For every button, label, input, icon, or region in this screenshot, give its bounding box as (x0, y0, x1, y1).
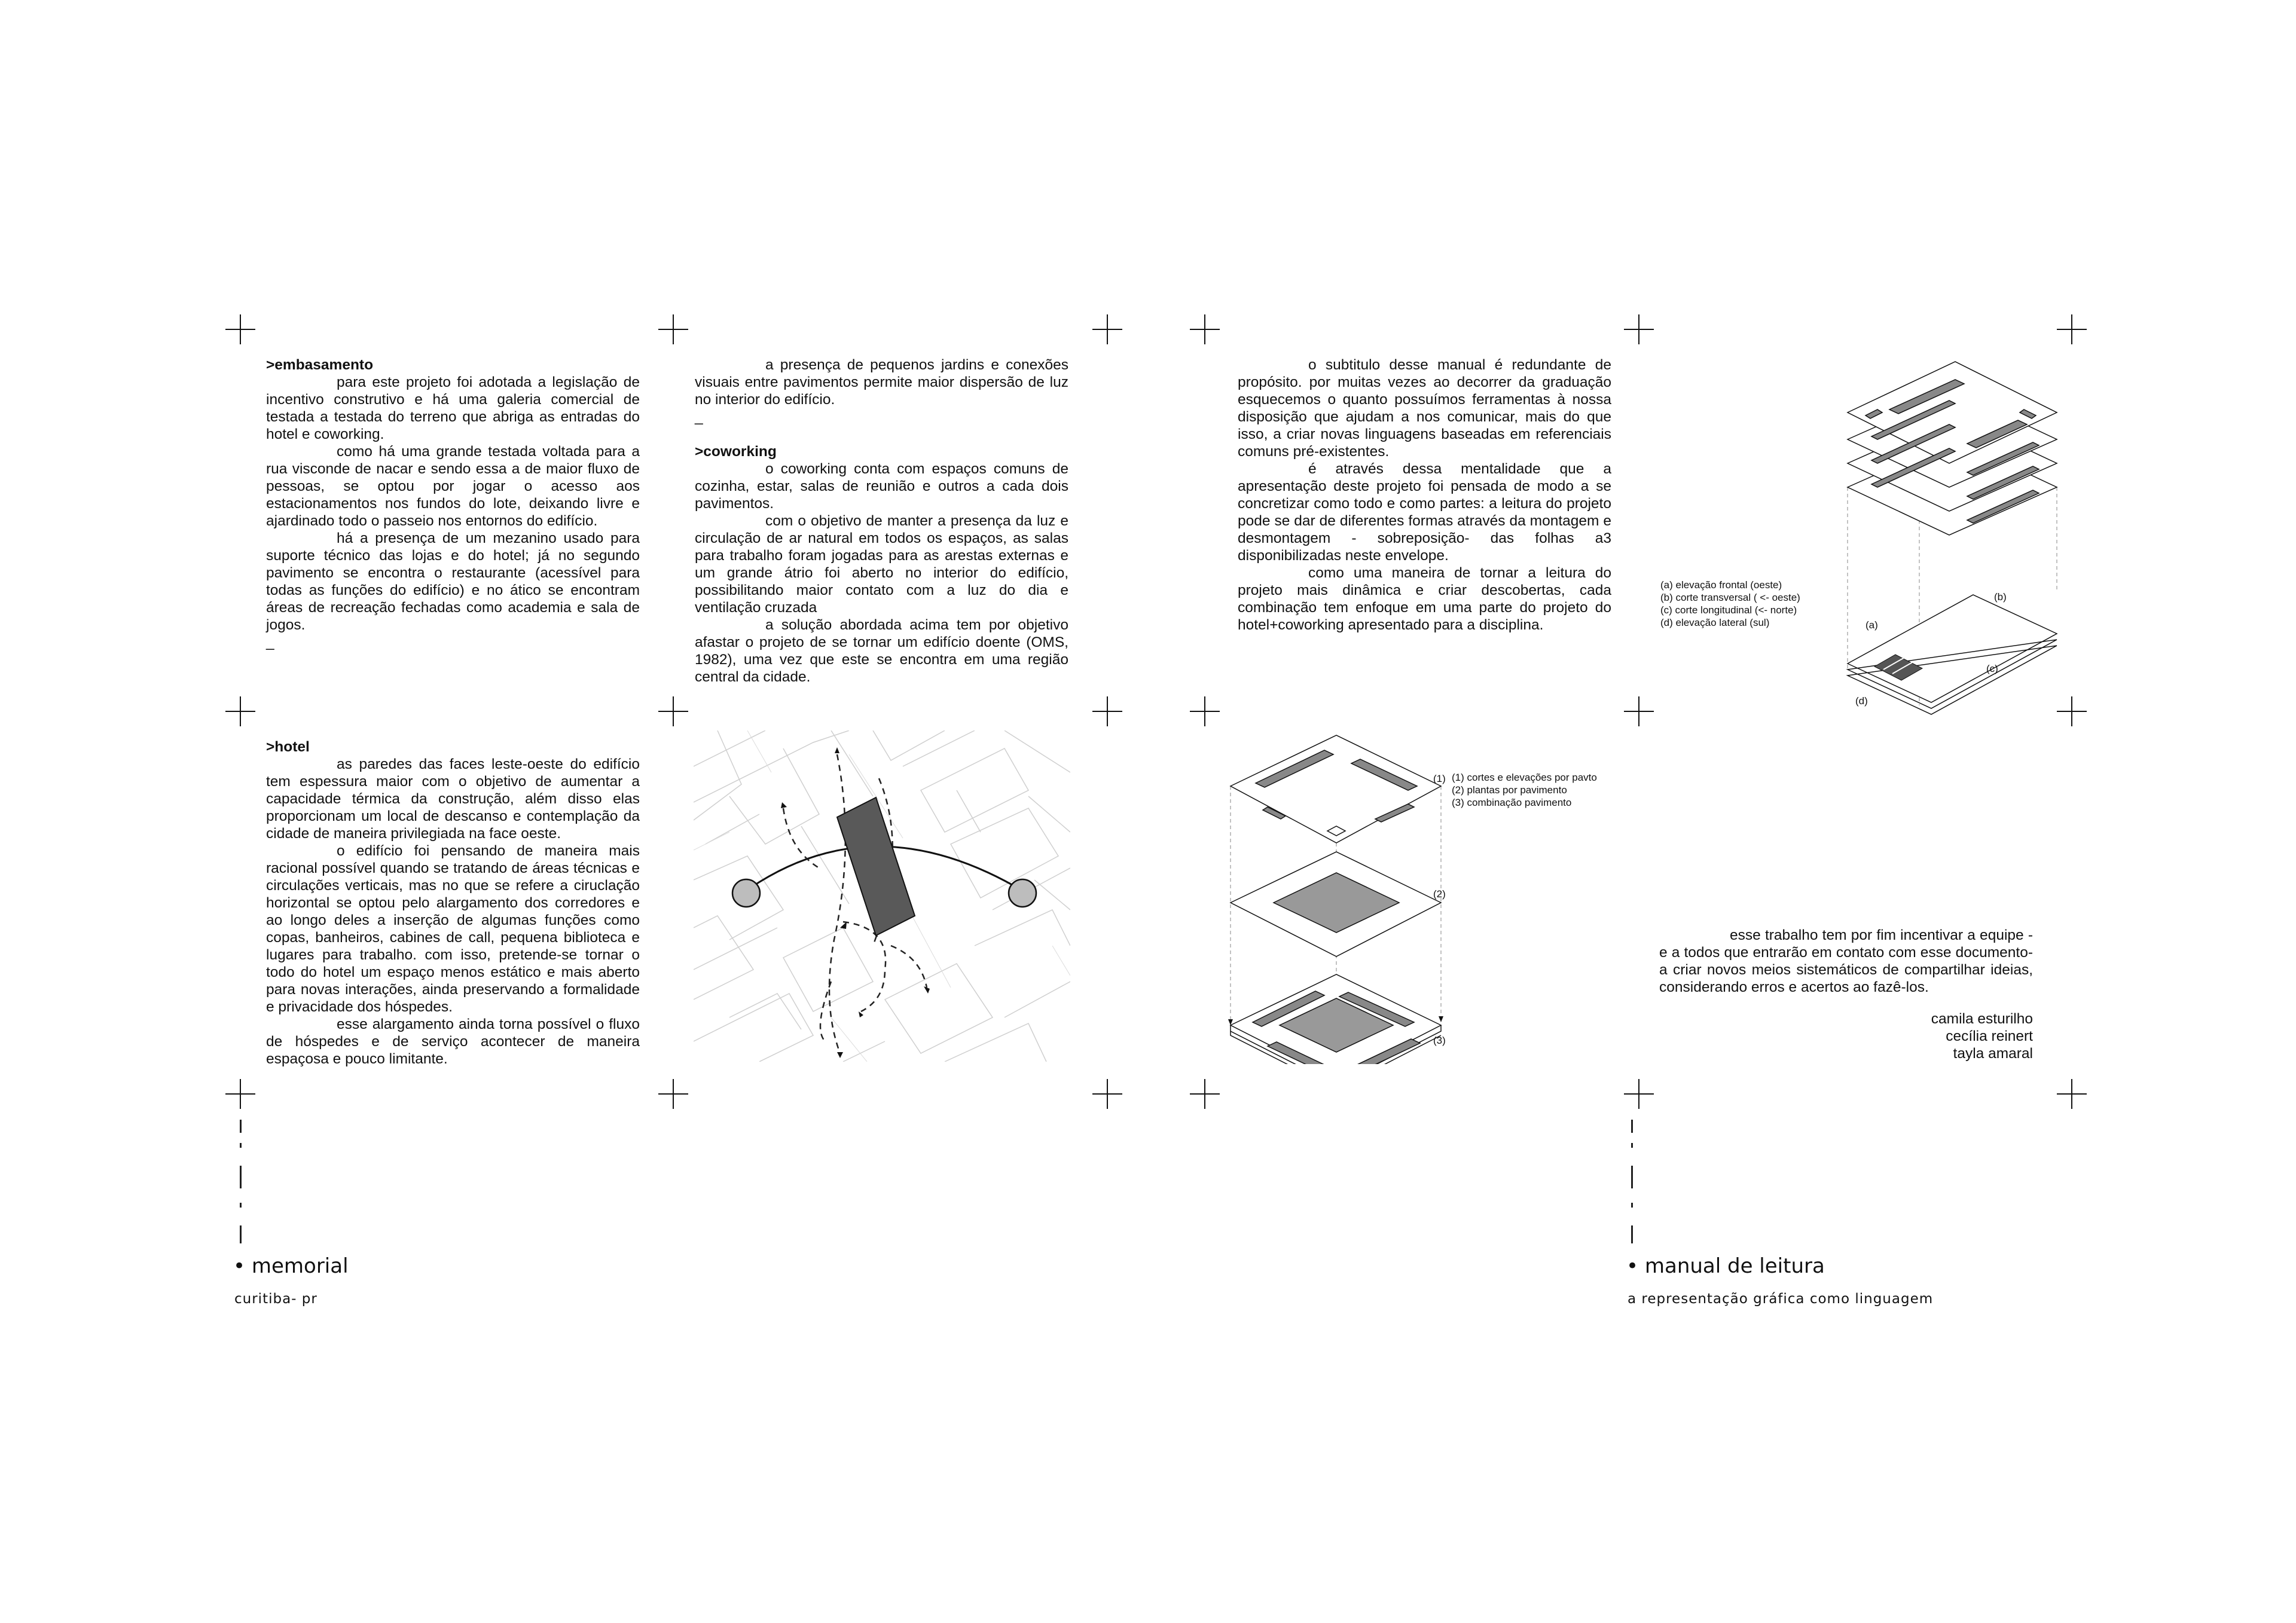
hotel-section (266, 738, 640, 1068)
crop-mark (225, 1079, 255, 1109)
crop-mark (1092, 696, 1122, 726)
paragraph: o subtitulo desse manual é redundante de propósito. por muitas vezes ao decorrer da graduação esquecemos o quanto possuímos ferramentas à nossa disposição que ajudam a nos comunicar, mais do que isso, a criar novas linguagens baseadas em referenciais comuns pré-existentes. (1238, 357, 1611, 460)
paragraph: esse trabalho tem por fim incentivar a equipe -e a todos que entrarão em contato com esse documento- a criar novos meios sistemáticos de compartilhar ideias, considerando erros e acertos ao fazê-los. (1659, 927, 2033, 995)
divider (240, 1143, 242, 1148)
divider (1631, 1166, 1633, 1188)
site-flow-diagram (694, 730, 1070, 1062)
page-subtitle: curitiba- pr (234, 1291, 317, 1307)
stack-label-2: (2) (1433, 888, 1446, 900)
crop-mark (1092, 1079, 1122, 1109)
paragraph: como uma maneira de tornar a leitura do projeto mais dinâmica e criar descobertas, cada combinação tem enfoque em uma parte do projeto do hotel+coworking apresentado para a disciplina. (1238, 565, 1611, 633)
section-end: _ (266, 634, 274, 650)
crop-mark (1624, 696, 1654, 726)
intro-section (1238, 356, 1611, 634)
crop-mark (658, 696, 688, 726)
paragraph: o edifício foi pensando de maneira mais racional possível quando se tratando de áreas técnicas e circulações verticais, mas no que se refere a ciruclação horizontal se optou pelo alargamento dos corredores e ao longo deles a inserção de algumas funções como copas, banheiros, cabines de call, pequena biblioteca e lugares para trabalho. com isso, pretende-se tornar o todo do hotel um espaço menos estático e mais aberto para novas interações, ainda preservando a formalidade e privacidade dos hóspedes. (266, 843, 640, 1015)
legend-item: (b) corte transversal ( <- oeste) (1660, 592, 1800, 603)
signatures (1794, 1010, 2033, 1062)
paragraph: com o objetivo de manter a presença da luz e circulação de ar natural em todos os espaços, as salas para trabalho foram jogadas para as arestas externas e um grande átrio foi aberto no interior do edifício, possibilitando maior contato com a luz do dia e ventilação cruzada (695, 513, 1068, 616)
legend-item: (d) elevação lateral (sul) (1660, 617, 1770, 628)
paragraph: é através dessa mentalidade que a apresentação deste projeto foi pensada de modo a se concretizar como todo e como partes: a leitura do projeto pode se dar de diferentes formas através da montagem e desmontagem - sobreposição- das folhas a3 disponibilizadas neste envelope. (1238, 461, 1611, 564)
page-subtitle: a representação gráfica como linguagem (1628, 1291, 1934, 1307)
divider (1631, 1143, 1633, 1148)
crop-mark (1092, 314, 1122, 344)
crop-mark (1190, 1079, 1220, 1109)
page-title: • memorial (233, 1254, 349, 1278)
paragraph: o coworking conta com espaços comuns de cozinha, estar, salas de reunião e outros a cada dois pavimentos. (695, 461, 1068, 512)
stack-label-1: (1) (1433, 773, 1446, 784)
crop-mark (225, 696, 255, 726)
iso-label-c: (c) (1986, 663, 1998, 674)
legend-bottom (1452, 771, 1597, 809)
section-end: _ (695, 409, 703, 425)
divider (1631, 1203, 1633, 1208)
paragraph: esse alargamento ainda torna possível o fluxo de hóspedes e de serviço acontecer de maneira espaçosa e pouco limitante. (266, 1016, 640, 1067)
crop-mark (1624, 1079, 1654, 1109)
paragraph: a solução abordada acima tem por objetivo afastar o projeto de se tornar um edifício doente (OMS, 1982), uma vez que este se encontra em uma região central da cidade. (695, 617, 1068, 685)
section-heading: >hotel (266, 739, 310, 755)
crop-mark (1624, 314, 1654, 344)
divider (240, 1166, 242, 1188)
divider (1631, 1120, 1633, 1133)
divider (1631, 1225, 1633, 1243)
legend-item: (c) corte longitudinal (<- norte) (1660, 604, 1797, 616)
section-heading: >coworking (695, 444, 777, 460)
iso-label-a: (a) (1866, 619, 1878, 631)
crop-mark (658, 1079, 688, 1109)
legend-item: (2) plantas por pavimento (1452, 784, 1567, 796)
closing-paragraph (1659, 927, 2033, 996)
divider (240, 1225, 242, 1243)
crop-mark (1190, 696, 1220, 726)
divider (240, 1203, 242, 1208)
coworking-column (695, 356, 1068, 686)
page-title: • manual de leitura (1626, 1254, 1825, 1278)
paragraph: para este projeto foi adotada a legislação de incentivo construtivo e há uma galeria comercial de testada a testada do terreno que abriga as entradas do hotel e coworking. (266, 374, 640, 442)
legend-top (1660, 579, 1800, 629)
paragraph: a presença de pequenos jardins e conexões visuais entre pavimentos permite maior dispersão de luz no interior do edifício. (695, 357, 1068, 408)
legend-item: (1) cortes e elevações por pavto (1452, 772, 1597, 783)
signature: camila esturilho (1931, 1011, 2033, 1027)
crop-mark (2057, 1079, 2087, 1109)
embasamento-section (266, 356, 640, 651)
iso-label-d: (d) (1855, 695, 1868, 707)
crop-mark (658, 314, 688, 344)
isometric-stack-diagram (1830, 323, 2081, 717)
paragraph: como há uma grande testada voltada para a rua visconde de nacar e sendo essa a de maior fluxo de pessoas, se optou por jogar o acesso aos estacionamentos nos fundos do lote, deixando livre e ajardinado todo o passeio nos entornos do edifício. (266, 444, 640, 529)
paragraph: há a presença de um mezanino usado para suporte técnico das lojas e do hotel; já no segundo pavimento se encontra o restaurante (acessível para todas as funções do edifício) e no ático se encontram áreas de recreação fechadas como academia e sala de jogos. (266, 530, 640, 633)
signature: cecília reinert (1946, 1028, 2033, 1044)
stack-label-3: (3) (1433, 1035, 1446, 1046)
iso-label-b: (b) (1994, 591, 2007, 603)
legend-item: (a) elevação frontal (oeste) (1660, 579, 1782, 591)
paragraph: as paredes das faces leste-oeste do edifício tem espessura maior com o objetivo de aumentar a capacidade térmica da construção, além disso elas proporcionam um local de descanso e contemplação da cidade de maneira privilegiada na face oeste. (266, 756, 640, 842)
section-heading: >embasamento (266, 357, 374, 373)
legend-item: (3) combinação pavimento (1452, 797, 1572, 808)
crop-mark (1190, 314, 1220, 344)
crop-mark (225, 314, 255, 344)
plan-stack-diagram (1226, 723, 1453, 1064)
signature: tayla amaral (1953, 1046, 2033, 1062)
divider (240, 1120, 242, 1133)
